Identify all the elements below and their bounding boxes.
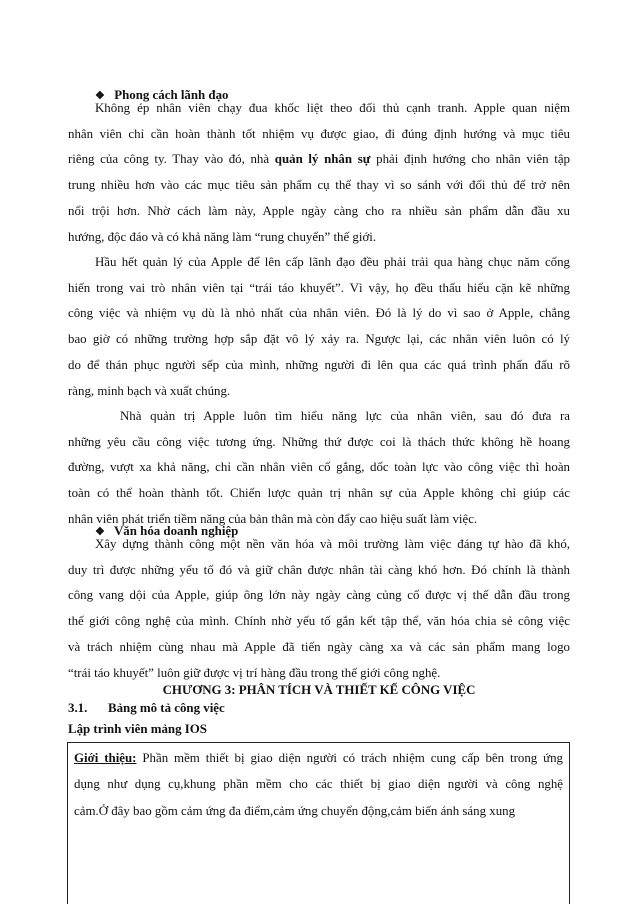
paragraph-leadership-1	[68, 96, 570, 250]
subsection-title: Bảng mô tả công việc	[108, 701, 225, 715]
diamond-bullet-icon: ❖	[95, 90, 105, 102]
text-line	[74, 745, 563, 771]
text-line: ràng, minh bạch và xuất chúng.	[68, 383, 231, 398]
text-span: Phần mềm thiết bị giao diện người có trách nhiệm cung cấp bên trong ứng	[136, 751, 563, 765]
text-line: Xây dựng thành công một nền văn hóa và môi trường làm việc đáng tự hào đã khó,	[95, 537, 570, 551]
job-title: Lập trình viên mảng IOS	[68, 722, 207, 736]
table-cell	[74, 745, 563, 824]
subsection-number: 3.1.	[68, 701, 88, 715]
text-line: duy trì được những yếu tố đó và giữ chân được nhân tài càng khó hơn. Đó chính là thành	[68, 562, 570, 577]
text-line: công vang dội của Apple, giúp ông lớn này ngày càng củng cố được vị thế dẫn đầu trong	[68, 588, 570, 603]
section-title: Phong cách lãnh đạo	[114, 88, 229, 102]
text-line: nhân viên phát triển tiềm năng của bản thân mà còn đẩy cao hiệu suất làm việc.	[68, 511, 478, 526]
intro-label: Giới thiệu:	[74, 751, 137, 765]
paragraph-leadership-2	[68, 250, 570, 404]
bold-term: quản lý nhân sự	[274, 152, 371, 167]
text-line: thế giới công nghệ của mình. Chính nhờ yếu tố gắn kết tập thể, văn hóa chia sẻ công việc	[68, 614, 570, 629]
text-span: riêng của công ty. Thay vào đó, nhà	[68, 152, 275, 167]
text-line: đường, vượt xa khả năng, chỉ cần nhân viên cố gắng, dốc toàn lực vào công việc thì hoàn	[68, 460, 570, 475]
subsection-heading	[68, 701, 225, 716]
text-line: công việc và nhiệm vụ dù là nhỏ nhất của nhân viên. Đó là lý do vì sao ở Apple, chẳng	[68, 306, 570, 321]
text-line: những yêu cầu công việc tương ứng. Những thứ được coi là thách thức không hề hoang	[68, 434, 570, 449]
chapter-heading: CHƯƠNG 3: PHÂN TÍCH VÀ THIẾT KẾ CÔNG VIỆC	[162, 683, 476, 697]
text-line: nổi trội hơn. Nhờ cách làm này, Apple ngày càng cho ra nhiều sản phẩm dẫn đầu xu	[68, 203, 570, 218]
paragraph-leadership-3	[68, 404, 570, 533]
text-line: dụng như dụng cụ,khung phần mềm cho các thiết bị giao diện người và công nghệ	[74, 777, 563, 792]
job-description-table	[67, 742, 570, 904]
text-line: Không ép nhân viên chạy đua khốc liệt theo đối thủ cạnh tranh. Apple quan niệm	[95, 101, 570, 115]
text-line: trung nhiều hơn vào các mục tiêu sản phẩm cụ thể thay vì so sánh với đối thủ để trở nên	[68, 178, 570, 193]
text-line: nhân viên chỉ cần hoàn thành tốt nhiệm vụ được giao, đi đúng định hướng và mục tiêu	[68, 126, 570, 141]
paragraph-culture	[68, 532, 570, 686]
text-line: hướng, độc đáo và có khả năng làm “rung chuyển” thế giới.	[68, 229, 377, 244]
text-line: Nhà quản trị Apple luôn tìm hiểu năng lực của nhân viên, sau đó đưa ra	[120, 409, 570, 423]
text-line: và trách nhiệm cùng nhau mà Apple đã tiến ngày càng xa và các sản phẩm mang logo	[68, 639, 570, 654]
text-line: do để thán phục người sếp của mình, những người đi lên qua các quá trình phấn đấu rõ	[68, 357, 570, 372]
section-title: Văn hóa doanh nghiệp	[114, 524, 239, 538]
text-line: bao giờ có những trường hợp sắp đặt vô lý xảy ra. Ngược lại, các nhân viên luôn có lý	[68, 332, 570, 347]
text-line	[68, 147, 570, 173]
text-line: toàn có thể hoàn thành tốt. Chiến lược quản trị nhân sự của Apple không chỉ giúp các	[68, 486, 570, 501]
text-span: phải định hướng cho nhân viên tập	[370, 152, 570, 167]
text-line: hiến trong vai trò nhân viên tại “trái táo khuyết”. Vì vậy, họ đều thấu hiểu cặn kẽ những	[68, 280, 570, 295]
diamond-bullet-icon: ❖	[95, 526, 105, 538]
text-line: “trái táo khuyết” luôn giữ được vị trí hàng đầu trong thế giới công nghệ.	[68, 665, 441, 680]
text-line: Hầu hết quản lý của Apple để lên cấp lãnh đạo đều phải trải qua hàng chục năm cống	[95, 255, 570, 269]
text-line: cảm.Ở đây bao gồm cảm ứng đa điểm,cảm ứng chuyển động,cảm biến ánh sáng xung	[74, 803, 516, 818]
